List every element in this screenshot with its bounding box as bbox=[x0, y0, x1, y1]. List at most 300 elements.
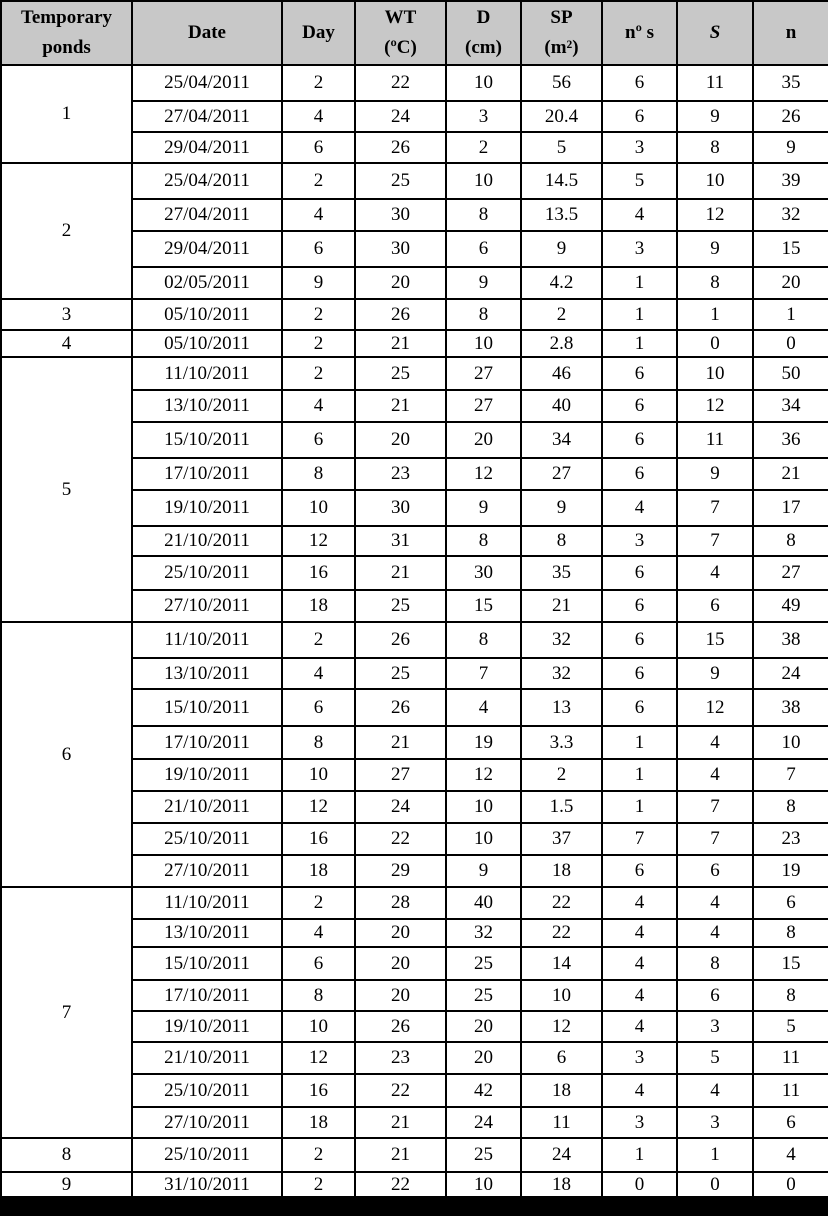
table-cell: 4 bbox=[602, 199, 677, 231]
table-cell: 7 bbox=[753, 759, 828, 791]
table-cell: 17/10/2011 bbox=[132, 458, 282, 490]
table-cell: 16 bbox=[282, 556, 355, 590]
table-cell: 10 bbox=[446, 823, 521, 855]
table-cell: 25/10/2011 bbox=[132, 823, 282, 855]
table-cell: 12 bbox=[521, 1011, 602, 1042]
table-cell: 21 bbox=[355, 556, 446, 590]
table-cell: 4 bbox=[677, 759, 753, 791]
table-cell: 21 bbox=[355, 726, 446, 759]
table-cell: 21/10/2011 bbox=[132, 526, 282, 556]
table-cell: 27/10/2011 bbox=[132, 855, 282, 887]
table-cell: 05/10/2011 bbox=[132, 299, 282, 330]
table-cell: 11 bbox=[521, 1107, 602, 1138]
table-cell: 31 bbox=[355, 526, 446, 556]
pond-id-cell: 5 bbox=[1, 357, 132, 622]
table-cell: 4 bbox=[602, 490, 677, 526]
table-cell: 50 bbox=[753, 357, 828, 390]
table-cell: 4 bbox=[602, 887, 677, 919]
table-row bbox=[1, 622, 828, 658]
column-header-label: Temporary bbox=[20, 7, 113, 28]
table-cell: 25/04/2011 bbox=[132, 163, 282, 199]
table-cell: 6 bbox=[602, 101, 677, 132]
table-cell: 6 bbox=[753, 887, 828, 919]
table-cell: 26 bbox=[355, 132, 446, 163]
table-cell: 17 bbox=[753, 490, 828, 526]
table-cell: 0 bbox=[677, 330, 753, 357]
table-cell: 22 bbox=[355, 1074, 446, 1107]
table-cell: 11 bbox=[753, 1074, 828, 1107]
table-cell: 38 bbox=[753, 622, 828, 658]
table-cell: 11/10/2011 bbox=[132, 357, 282, 390]
column-header bbox=[355, 1, 446, 65]
table-cell: 4 bbox=[677, 556, 753, 590]
table-cell: 19 bbox=[753, 855, 828, 887]
column-header bbox=[446, 1, 521, 65]
table-cell: 40 bbox=[446, 887, 521, 919]
table-cell: 19 bbox=[446, 726, 521, 759]
table-cell: 2 bbox=[282, 299, 355, 330]
table-cell: 4 bbox=[677, 726, 753, 759]
table-cell: 4 bbox=[282, 390, 355, 422]
table-cell: 12 bbox=[677, 689, 753, 726]
table-cell: 14 bbox=[521, 947, 602, 980]
table-cell: 8 bbox=[677, 947, 753, 980]
table-cell: 0 bbox=[602, 1172, 677, 1197]
table-cell: 25 bbox=[446, 1138, 521, 1172]
table-cell: 2 bbox=[282, 357, 355, 390]
table-cell: 3 bbox=[602, 231, 677, 267]
table-cell: 2 bbox=[282, 1138, 355, 1172]
table-cell: 3 bbox=[446, 101, 521, 132]
table-cell: 12 bbox=[677, 199, 753, 231]
table-cell: 1 bbox=[602, 726, 677, 759]
table-cell: 11 bbox=[677, 65, 753, 101]
table-cell: 2 bbox=[282, 1172, 355, 1197]
table-cell: 35 bbox=[521, 556, 602, 590]
column-header-label: nº s bbox=[625, 22, 654, 43]
table-cell: 6 bbox=[602, 556, 677, 590]
table-cell: 11/10/2011 bbox=[132, 887, 282, 919]
table-cell: 1 bbox=[602, 299, 677, 330]
table-cell: 14.5 bbox=[521, 163, 602, 199]
table-cell: 17/10/2011 bbox=[132, 980, 282, 1011]
table-cell: 4 bbox=[602, 1011, 677, 1042]
table-cell: 6 bbox=[446, 231, 521, 267]
table-row bbox=[1, 1138, 828, 1172]
pond-id-cell: 3 bbox=[1, 299, 132, 330]
table-cell: 0 bbox=[753, 330, 828, 357]
table-cell: 6 bbox=[602, 590, 677, 622]
table-cell: 6 bbox=[602, 658, 677, 689]
table-cell: 25/10/2011 bbox=[132, 1074, 282, 1107]
table-cell: 20 bbox=[446, 1042, 521, 1074]
table-cell: 22 bbox=[355, 65, 446, 101]
table-cell: 12 bbox=[677, 390, 753, 422]
table-cell: 20 bbox=[355, 947, 446, 980]
table-cell: 6 bbox=[282, 689, 355, 726]
table-cell: 13/10/2011 bbox=[132, 390, 282, 422]
table-cell: 11 bbox=[677, 422, 753, 458]
table-body bbox=[1, 65, 828, 1197]
table-cell: 5 bbox=[602, 163, 677, 199]
table-cell: 39 bbox=[753, 163, 828, 199]
table-cell: 4 bbox=[602, 919, 677, 947]
table-cell: 15/10/2011 bbox=[132, 422, 282, 458]
table-cell: 6 bbox=[282, 422, 355, 458]
pond-id-cell: 1 bbox=[1, 65, 132, 163]
table-cell: 8 bbox=[446, 299, 521, 330]
table-cell: 4 bbox=[282, 658, 355, 689]
header-row bbox=[1, 1, 828, 65]
pond-id-cell: 8 bbox=[1, 1138, 132, 1172]
table-cell: 20 bbox=[355, 919, 446, 947]
pond-id-cell: 7 bbox=[1, 887, 132, 1138]
table-cell: 4 bbox=[602, 947, 677, 980]
table-cell: 10 bbox=[282, 1011, 355, 1042]
table-cell: 21 bbox=[355, 1138, 446, 1172]
table-cell: 12 bbox=[282, 791, 355, 823]
table-cell: 4 bbox=[602, 980, 677, 1011]
table-cell: 05/10/2011 bbox=[132, 330, 282, 357]
table-cell: 2.8 bbox=[521, 330, 602, 357]
table-cell: 22 bbox=[355, 823, 446, 855]
table-cell: 32 bbox=[446, 919, 521, 947]
column-header bbox=[602, 1, 677, 65]
table-cell: 29/04/2011 bbox=[132, 231, 282, 267]
table-cell: 38 bbox=[753, 689, 828, 726]
table-cell: 4.2 bbox=[521, 267, 602, 299]
column-header-label: D bbox=[476, 7, 491, 28]
table-cell: 10 bbox=[446, 163, 521, 199]
table-cell: 2 bbox=[446, 132, 521, 163]
table-cell: 30 bbox=[355, 490, 446, 526]
pond-id-cell: 6 bbox=[1, 622, 132, 887]
table-cell: 9 bbox=[753, 132, 828, 163]
table-cell: 3 bbox=[602, 526, 677, 556]
table-cell: 8 bbox=[677, 132, 753, 163]
table-cell: 34 bbox=[753, 390, 828, 422]
table-cell: 21/10/2011 bbox=[132, 791, 282, 823]
table-cell: 3 bbox=[602, 1107, 677, 1138]
table-cell: 15/10/2011 bbox=[132, 689, 282, 726]
table-cell: 8 bbox=[753, 526, 828, 556]
table-cell: 6 bbox=[602, 390, 677, 422]
column-header bbox=[753, 1, 828, 65]
table-cell: 28 bbox=[355, 887, 446, 919]
table-cell: 8 bbox=[446, 199, 521, 231]
table-cell: 10 bbox=[521, 980, 602, 1011]
table-row bbox=[1, 1172, 828, 1197]
table-cell: 1 bbox=[602, 330, 677, 357]
table-cell: 25 bbox=[446, 980, 521, 1011]
table-cell: 10 bbox=[282, 759, 355, 791]
table-cell: 27/10/2011 bbox=[132, 590, 282, 622]
table-cell: 17/10/2011 bbox=[132, 726, 282, 759]
table-cell: 6 bbox=[521, 1042, 602, 1074]
table-cell: 2 bbox=[282, 887, 355, 919]
table-cell: 21 bbox=[355, 330, 446, 357]
table-cell: 12 bbox=[282, 1042, 355, 1074]
table-cell: 6 bbox=[602, 622, 677, 658]
table-cell: 4 bbox=[282, 101, 355, 132]
table-cell: 4 bbox=[282, 199, 355, 231]
table-cell: 2 bbox=[282, 330, 355, 357]
column-header bbox=[282, 1, 355, 65]
table-cell: 40 bbox=[521, 390, 602, 422]
table-cell: 27 bbox=[446, 390, 521, 422]
table-cell: 20 bbox=[446, 422, 521, 458]
table-cell: 18 bbox=[282, 590, 355, 622]
table-cell: 19/10/2011 bbox=[132, 490, 282, 526]
table-cell: 42 bbox=[446, 1074, 521, 1107]
table-cell: 9 bbox=[446, 855, 521, 887]
table-cell: 2 bbox=[282, 163, 355, 199]
table-cell: 9 bbox=[521, 490, 602, 526]
pond-id-cell: 2 bbox=[1, 163, 132, 299]
table-cell: 13.5 bbox=[521, 199, 602, 231]
table-cell: 1 bbox=[602, 791, 677, 823]
table-cell: 7 bbox=[677, 823, 753, 855]
table-cell: 15 bbox=[677, 622, 753, 658]
table-cell: 16 bbox=[282, 1074, 355, 1107]
table-cell: 9 bbox=[677, 231, 753, 267]
column-header bbox=[521, 1, 602, 65]
table-cell: 19/10/2011 bbox=[132, 759, 282, 791]
table-cell: 0 bbox=[753, 1172, 828, 1197]
table-cell: 4 bbox=[677, 1074, 753, 1107]
table-cell: 1 bbox=[677, 1138, 753, 1172]
table-cell: 2 bbox=[282, 65, 355, 101]
table-cell: 6 bbox=[602, 855, 677, 887]
table-cell: 9 bbox=[677, 458, 753, 490]
table-cell: 26 bbox=[355, 689, 446, 726]
table-cell: 4 bbox=[446, 689, 521, 726]
table-cell: 27 bbox=[753, 556, 828, 590]
table-cell: 2 bbox=[521, 759, 602, 791]
table-cell: 49 bbox=[753, 590, 828, 622]
table-cell: 6 bbox=[602, 422, 677, 458]
table-cell: 7 bbox=[677, 526, 753, 556]
table-cell: 32 bbox=[753, 199, 828, 231]
table-cell: 22 bbox=[521, 919, 602, 947]
table-cell: 3 bbox=[677, 1107, 753, 1138]
table-cell: 26 bbox=[753, 101, 828, 132]
table-cell: 21 bbox=[355, 390, 446, 422]
table-cell: 24 bbox=[753, 658, 828, 689]
table-cell: 21 bbox=[355, 1107, 446, 1138]
table-cell: 18 bbox=[521, 1074, 602, 1107]
table-cell: 25/04/2011 bbox=[132, 65, 282, 101]
table-cell: 25 bbox=[355, 163, 446, 199]
table-cell: 02/05/2011 bbox=[132, 267, 282, 299]
table-cell: 30 bbox=[355, 199, 446, 231]
table-cell: 1 bbox=[602, 759, 677, 791]
table-cell: 10 bbox=[446, 1172, 521, 1197]
table-cell: 4 bbox=[282, 919, 355, 947]
table-cell: 21 bbox=[753, 458, 828, 490]
table-cell: 56 bbox=[521, 65, 602, 101]
table-cell: 20 bbox=[355, 267, 446, 299]
column-header bbox=[1, 1, 132, 65]
table-cell: 15 bbox=[753, 947, 828, 980]
table-cell: 30 bbox=[446, 556, 521, 590]
table-cell: 4 bbox=[677, 887, 753, 919]
table-cell: 22 bbox=[521, 887, 602, 919]
table-cell: 3 bbox=[602, 1042, 677, 1074]
table-row bbox=[1, 65, 828, 101]
column-header bbox=[132, 1, 282, 65]
table-cell: 6 bbox=[677, 855, 753, 887]
table-cell: 6 bbox=[602, 357, 677, 390]
column-header-unit: (cm) bbox=[465, 37, 502, 58]
table-cell: 6 bbox=[602, 689, 677, 726]
pond-id-cell: 4 bbox=[1, 330, 132, 357]
table-cell: 8 bbox=[282, 458, 355, 490]
table-cell: 12 bbox=[446, 458, 521, 490]
table-cell: 9 bbox=[282, 267, 355, 299]
table-cell: 13/10/2011 bbox=[132, 658, 282, 689]
table-cell: 8 bbox=[677, 267, 753, 299]
table-cell: 3 bbox=[602, 132, 677, 163]
column-header-label: n bbox=[785, 22, 797, 43]
pond-id-cell: 9 bbox=[1, 1172, 132, 1197]
column-header-label: Day bbox=[302, 22, 335, 43]
table-cell: 23 bbox=[355, 458, 446, 490]
table-cell: 9 bbox=[446, 490, 521, 526]
table-cell: 11 bbox=[753, 1042, 828, 1074]
table-cell: 20 bbox=[753, 267, 828, 299]
table-cell: 8 bbox=[753, 791, 828, 823]
table-cell: 27/04/2011 bbox=[132, 199, 282, 231]
table-cell: 25 bbox=[355, 357, 446, 390]
table-cell: 27 bbox=[446, 357, 521, 390]
table-cell: 7 bbox=[677, 490, 753, 526]
table-cell: 10 bbox=[282, 490, 355, 526]
table-cell: 12 bbox=[282, 526, 355, 556]
table-cell: 19/10/2011 bbox=[132, 1011, 282, 1042]
table-cell: 27 bbox=[355, 759, 446, 791]
table-cell: 18 bbox=[521, 1172, 602, 1197]
table-cell: 20 bbox=[446, 1011, 521, 1042]
table-cell: 46 bbox=[521, 357, 602, 390]
table-cell: 6 bbox=[282, 231, 355, 267]
table-cell: 8 bbox=[446, 526, 521, 556]
table-cell: 26 bbox=[355, 299, 446, 330]
table-cell: 6 bbox=[282, 947, 355, 980]
table-cell: 27 bbox=[521, 458, 602, 490]
table-cell: 23 bbox=[753, 823, 828, 855]
column-header-unit: ponds bbox=[42, 37, 91, 58]
table-cell: 20 bbox=[355, 422, 446, 458]
table-cell: 18 bbox=[521, 855, 602, 887]
table-cell: 25 bbox=[446, 947, 521, 980]
table-cell: 22 bbox=[355, 1172, 446, 1197]
table-row bbox=[1, 299, 828, 330]
table-cell: 18 bbox=[282, 855, 355, 887]
table-cell: 15 bbox=[753, 231, 828, 267]
column-header-label: SP bbox=[550, 7, 573, 28]
table-cell: 23 bbox=[355, 1042, 446, 1074]
table-cell: 8 bbox=[753, 980, 828, 1011]
table-cell: 18 bbox=[282, 1107, 355, 1138]
table-cell: 35 bbox=[753, 65, 828, 101]
table-cell: 5 bbox=[677, 1042, 753, 1074]
table-cell: 11/10/2011 bbox=[132, 622, 282, 658]
table-cell: 9 bbox=[677, 101, 753, 132]
table-cell: 2 bbox=[521, 299, 602, 330]
table-cell: 1.5 bbox=[521, 791, 602, 823]
table-cell: 32 bbox=[521, 658, 602, 689]
table-cell: 29 bbox=[355, 855, 446, 887]
table-cell: 6 bbox=[602, 458, 677, 490]
table-cell: 2 bbox=[282, 622, 355, 658]
table-cell: 6 bbox=[677, 590, 753, 622]
table-cell: 12 bbox=[446, 759, 521, 791]
table-cell: 1 bbox=[602, 267, 677, 299]
table-cell: 6 bbox=[282, 132, 355, 163]
table-cell: 8 bbox=[446, 622, 521, 658]
table-cell: 7 bbox=[677, 791, 753, 823]
column-header-unit: (m²) bbox=[544, 37, 579, 58]
table-cell: 25/10/2011 bbox=[132, 1138, 282, 1172]
table-cell: 10 bbox=[753, 726, 828, 759]
table-cell: 25 bbox=[355, 658, 446, 689]
table-header bbox=[1, 1, 828, 65]
column-header-unit: (ºC) bbox=[384, 37, 417, 58]
table-row bbox=[1, 357, 828, 390]
table-cell: 31/10/2011 bbox=[132, 1172, 282, 1197]
table-row bbox=[1, 887, 828, 919]
table-cell: 10 bbox=[446, 65, 521, 101]
table-cell: 3.3 bbox=[521, 726, 602, 759]
table-cell: 9 bbox=[521, 231, 602, 267]
table-cell: 0 bbox=[677, 1172, 753, 1197]
table-cell: 29/04/2011 bbox=[132, 132, 282, 163]
table-cell: 26 bbox=[355, 622, 446, 658]
table-cell: 4 bbox=[677, 919, 753, 947]
table-cell: 24 bbox=[446, 1107, 521, 1138]
table-cell: 7 bbox=[602, 823, 677, 855]
table-cell: 27/04/2011 bbox=[132, 101, 282, 132]
table-cell: 21/10/2011 bbox=[132, 1042, 282, 1074]
table-cell: 4 bbox=[753, 1138, 828, 1172]
column-header bbox=[677, 1, 753, 65]
table-cell: 1 bbox=[677, 299, 753, 330]
table-cell: 27/10/2011 bbox=[132, 1107, 282, 1138]
table-cell: 15 bbox=[446, 590, 521, 622]
table-cell: 3 bbox=[677, 1011, 753, 1042]
table-cell: 9 bbox=[677, 658, 753, 689]
table-cell: 20 bbox=[355, 980, 446, 1011]
table-cell: 10 bbox=[677, 163, 753, 199]
table-cell: 20.4 bbox=[521, 101, 602, 132]
table-cell: 13 bbox=[521, 689, 602, 726]
table-cell: 21 bbox=[521, 590, 602, 622]
table-cell: 1 bbox=[753, 299, 828, 330]
table-cell: 36 bbox=[753, 422, 828, 458]
table-cell: 16 bbox=[282, 823, 355, 855]
table-cell: 5 bbox=[753, 1011, 828, 1042]
table-cell: 24 bbox=[355, 791, 446, 823]
table-cell: 15/10/2011 bbox=[132, 947, 282, 980]
bottom-border-bar bbox=[0, 1202, 828, 1216]
column-header-label: S bbox=[709, 22, 721, 43]
table-cell: 25 bbox=[355, 590, 446, 622]
table-cell: 25/10/2011 bbox=[132, 556, 282, 590]
table-cell: 10 bbox=[446, 791, 521, 823]
table-cell: 8 bbox=[753, 919, 828, 947]
table-cell: 37 bbox=[521, 823, 602, 855]
